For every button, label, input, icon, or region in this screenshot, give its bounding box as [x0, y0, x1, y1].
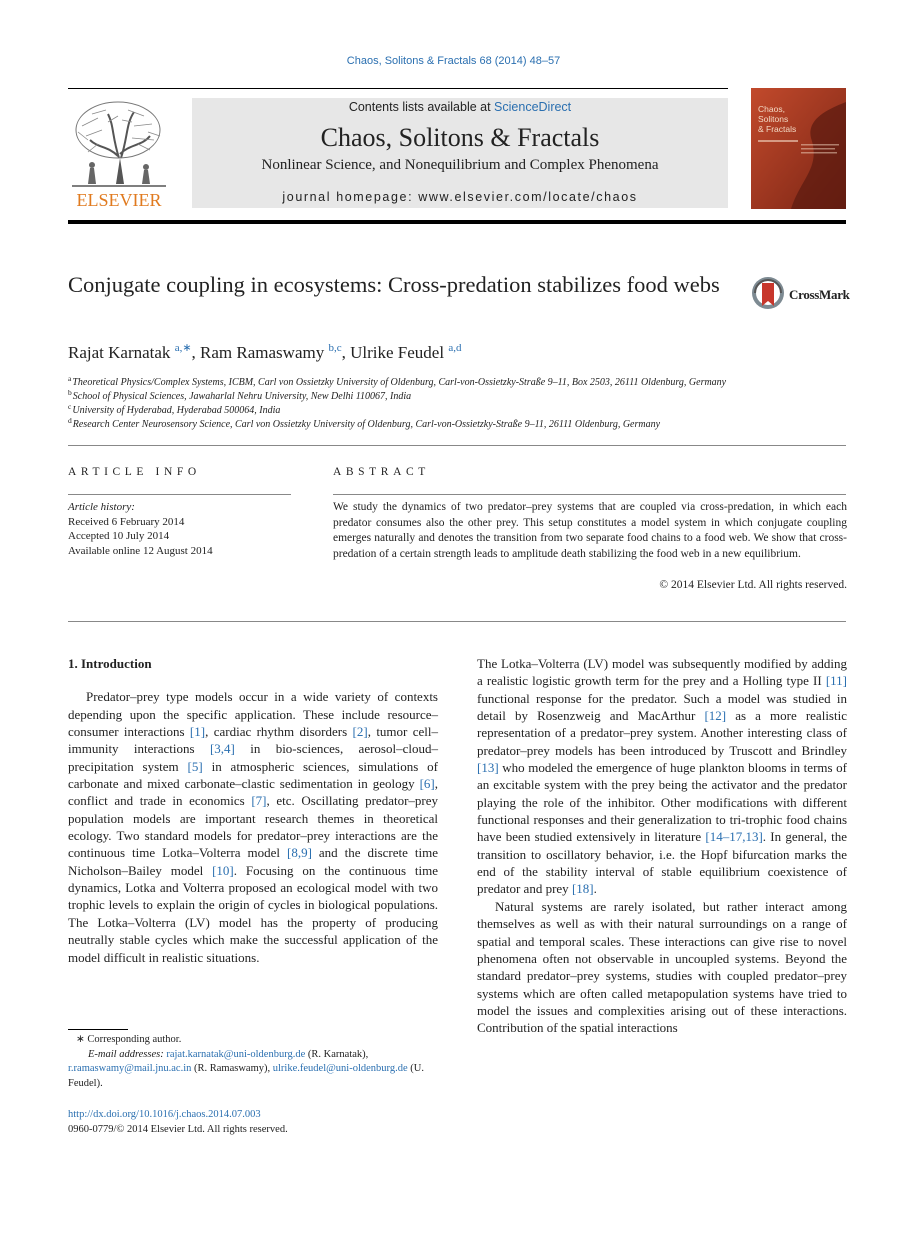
paragraph [68, 688, 438, 966]
email-link[interactable]: ulrike.feudel@uni-oldenburg.de [272, 1063, 408, 1074]
citation-link[interactable]: [3,4] [209, 741, 235, 757]
paragraph-text: , cardiac rhythm disorders [205, 724, 353, 740]
footnotes [68, 1033, 438, 1091]
issn-copyright: 0960-0779/© 2014 Elsevier Ltd. All rights reserved. [68, 1123, 288, 1135]
author-name: Ram Ramaswamy [200, 343, 325, 362]
citation-link[interactable]: [7] [251, 793, 267, 809]
article-history [68, 500, 298, 558]
affiliations-rule [68, 445, 846, 446]
paragraph-text: , etc. Oscillating predator–prey population models are important research themes in theoretical ecology. Two standard models for predator–prey interactions are the continuous time Lotka–Volterra model [68, 793, 438, 861]
abstract-rule [333, 494, 846, 495]
affiliation-mark: c [68, 402, 72, 411]
journal-banner [192, 98, 728, 208]
paragraph-text: in bio-sciences, aerosol–cloud–precipitation system [68, 741, 438, 774]
affiliation-mark: b [68, 388, 72, 397]
paragraph-text: . [593, 881, 597, 897]
doi-block [68, 1108, 288, 1137]
paragraph-text: and the discrete time Nicholson–Bailey model [68, 845, 438, 878]
abstract-heading: ABSTRACT [333, 466, 430, 478]
body-column-left [68, 655, 438, 966]
email-link[interactable]: r.ramaswamy@mail.jnu.ac.in [68, 1063, 192, 1074]
citation-link[interactable]: [11] [825, 673, 847, 689]
abstract-bottom-rule [68, 621, 846, 622]
author-affiliation-marks[interactable]: a,∗ [174, 342, 192, 354]
author-affiliation-marks[interactable]: a,d [448, 342, 462, 354]
paragraph-text: Predator–prey type models occur in a wide variety of contexts depending upon the specific application. These include resource–consumer interactions [68, 689, 438, 740]
author-affiliation-marks[interactable]: b,c [328, 342, 342, 354]
paragraph-text: functional response for the predator. Such a model was studied in detail by Rosenzweig and MacArthur [477, 690, 847, 724]
journal-subtitle: Nonlinear Science, and Nonequilibrium and Complex Phenomena [261, 157, 659, 173]
elsevier-wordmark: ELSEVIER [76, 190, 162, 208]
accepted-date: Accepted 10 July 2014 [68, 530, 170, 542]
body-column-right [477, 655, 847, 1037]
paragraph: Natural systems are rarely isolated, but rather interact among themselves as well as with their natural surroundings on a range of spatial and temporal scales. These interactions can give rise to novel phenomena often not observable in uncoupled systems. Beyond the standard predator–prey systems, studies with coupled predator–prey systems which are often called metapopulation systems have tried to model the issues and complexities arising out of these interactions. Contribution of the spatial interactions [477, 898, 847, 1036]
paragraph-text: as a more realistic representation of a predator–prey system. Another interesting class of predator–prey models has been introduced by Truscott and Brindley [477, 708, 847, 758]
journal-citation[interactable]: Chaos, Solitons & Fractals 68 (2014) 48–57 [346, 55, 561, 67]
svg-text:Solitons: Solitons [758, 114, 789, 124]
citation-link[interactable]: [6] [419, 776, 435, 792]
doi-link[interactable]: http://dx.doi.org/10.1016/j.chaos.2014.07.003 [68, 1109, 261, 1120]
section-heading: 1. Introduction [68, 656, 152, 671]
email-owner: (R. Ramaswamy), [191, 1063, 273, 1074]
article-info-rule [68, 494, 291, 495]
received-date: Received 6 February 2014 [68, 515, 185, 528]
citation-link[interactable]: [13] [477, 760, 499, 776]
abstract-copyright: © 2014 Elsevier Ltd. All rights reserved. [659, 579, 847, 591]
journal-cover-image [751, 88, 846, 209]
contents-prefix: Contents lists available at [348, 100, 495, 114]
citation-link[interactable]: [14–17,13] [705, 829, 763, 845]
author-name: Rajat Karnatak [68, 343, 171, 362]
citation-link[interactable]: [12] [704, 708, 727, 724]
article-title: Conjugate coupling in ecosystems: Cross-predation stabilizes food webs [68, 272, 720, 297]
affiliation [68, 388, 858, 402]
corresponding-author-note: ∗ Corresponding author. [76, 1034, 182, 1045]
citation-link[interactable]: [8,9] [287, 845, 312, 861]
paragraph-text: in atmospheric sciences, simulations of carbonate and mixed carbonate–clastic sedimentation in geology [68, 758, 439, 792]
article-info-heading: ARTICLE INFO [68, 466, 201, 478]
crossmark-button[interactable] [751, 276, 851, 312]
paragraph-text: , tumor cell–immunity interactions [68, 724, 438, 757]
header-top-rule [68, 88, 728, 89]
elsevier-logo [68, 96, 170, 208]
affiliation-text: Theoretical Physics/Complex Systems, ICBM, Carl von Ossietzky University of Oldenburg, Carl-von-Ossietzky-Straße 9–11, Box 2503, 26111 Oldenburg, Germany [72, 377, 727, 388]
journal-title: Chaos, Solitons & Fractals [320, 123, 600, 152]
abstract-text: We study the dynamics of two predator–prey systems that are coupled via cross-predation, in which each predator consumes also the other prey. This setup constitutes a model system in which conjugate coupling emerges naturally and denotes the transition from two separate food chains to a food web. We show that cross-predation of a certain strength leads to amplitude death stabilizing the food web in a new equilibrium. [333, 501, 847, 560]
email-note-cont [68, 1062, 438, 1091]
svg-text:& Fractals: & Fractals [758, 124, 797, 134]
paragraph-text: who modeled the emergence of huge plankton blooms in terms of an excitable system with the prey being the activator and the predator playing the role of the inhibitor. Other modifications with different functional responses and their generalization to tri-trophic food chains have been studied extensively in literature [477, 760, 847, 845]
citation-link[interactable]: [1] [189, 724, 206, 740]
crossmark-label: CrossMark [789, 287, 850, 302]
email-owner: (R. Karnatak), [305, 1048, 369, 1060]
affiliation [68, 416, 858, 430]
crossmark-icon [751, 276, 785, 310]
email-note [68, 1048, 438, 1063]
citation-link[interactable]: [2] [352, 724, 368, 740]
paragraph-text: , conflict and trade in economics [68, 776, 438, 809]
author-list: Rajat Karnatak $^{a,∗}$, Ram Ramaswamy $^{b,c}$, Ulrike Feudel $^{a,d}$ [68, 342, 462, 362]
contents-line [192, 100, 728, 114]
affiliation-mark: a [68, 374, 72, 383]
header-bottom-rule [68, 220, 846, 224]
paragraph-text: . Focusing on the continuous time dynamics, Lotka and Volterra proposed an ecological model with two trophic levels to explain the origin of cycles in biological populations. The Lotka–Volterra (LV) model has the property of producing neutrally stable cycles which make the successful application of the model difficult in realistic situations. [68, 862, 439, 965]
affiliation-text: Research Center Neurosensory Science, Carl von Ossietzky University of Oldenburg, Carl-von-Ossietzky-Straße 9–11, 26111 Oldenburg, Germany [72, 419, 661, 430]
citation-link[interactable]: [18] [571, 881, 594, 897]
journal-homepage[interactable]: journal homepage: www.elsevier.com/locate/chaos [282, 190, 638, 204]
affiliation [68, 402, 858, 416]
sciencedirect-link[interactable]: ScienceDirect [494, 100, 572, 114]
email-link[interactable]: rajat.karnatak@uni-oldenburg.de [166, 1048, 306, 1060]
paragraph-text: . In general, the transition to oscillatory behavior, i.e. the Hopf bifurcation marks the end of the stability interval of stable equilibrium coexistence of predator and prey [477, 829, 847, 897]
affiliation-text: University of Hyderabad, Hyderabad 500064, India [72, 405, 281, 416]
citation-link[interactable]: [5] [187, 758, 203, 774]
footnote-rule [68, 1029, 128, 1030]
history-label: Article history: [68, 501, 135, 513]
paragraph-text: The Lotka–Volterra (LV) model was subsequently modified by adding a realistic logistic growth term for the prey and a Holling type II [477, 656, 847, 689]
affiliation-text: School of Physical Sciences, Jawaharlal Nehru University, New Delhi 110067, India [72, 391, 412, 402]
affiliation [68, 374, 858, 388]
email-label: E-mail addresses: [88, 1048, 164, 1060]
svg-text:Chaos,: Chaos, [758, 104, 785, 114]
email-owner: (U. Feudel). [68, 1063, 424, 1089]
paragraph [477, 655, 847, 898]
citation-link[interactable]: [10] [212, 862, 234, 878]
author-name: Ulrike Feudel [350, 343, 445, 362]
affiliation-mark: d [68, 416, 72, 425]
online-date: Available online 12 August 2014 [68, 544, 213, 557]
